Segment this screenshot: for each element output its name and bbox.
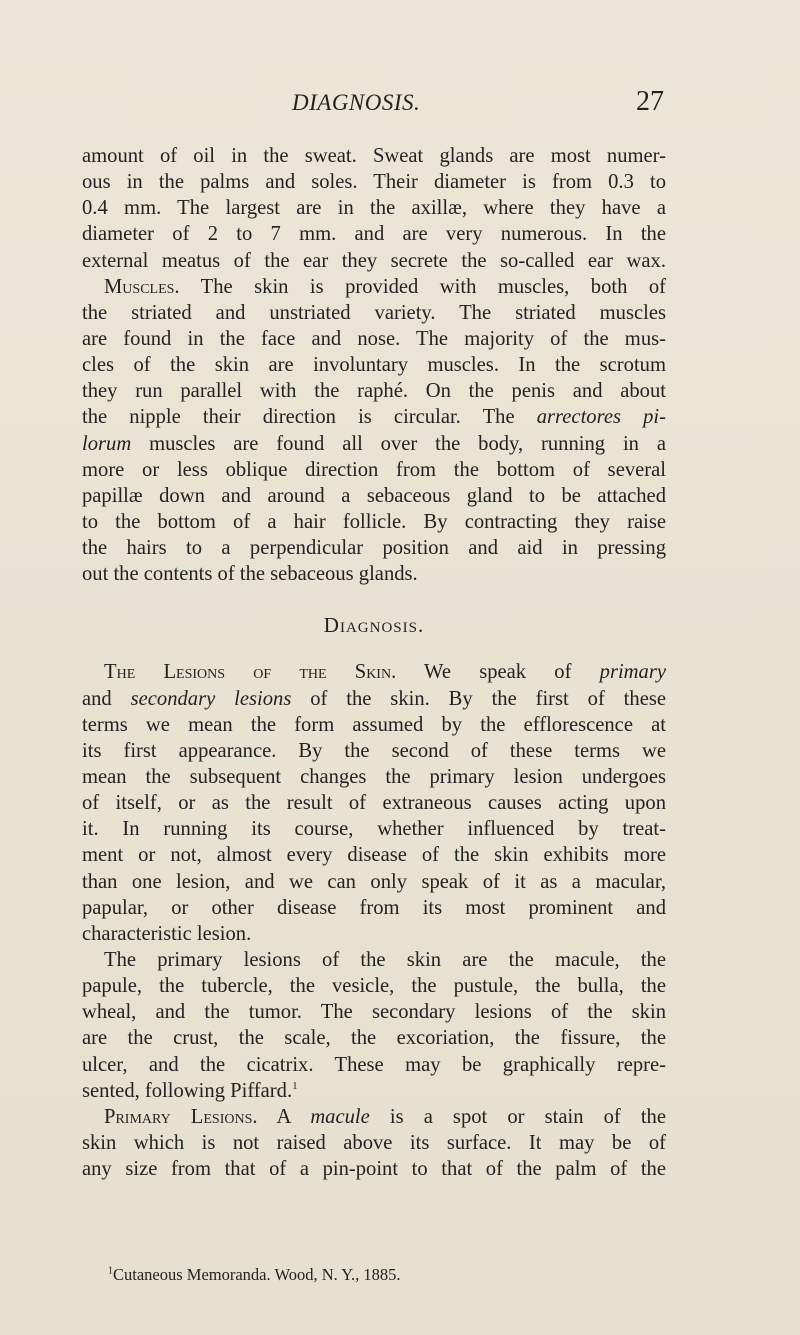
spacer: [82, 587, 666, 611]
text-line: are the crust, the scale, the excoriation, the fissure, the: [82, 1027, 666, 1050]
text-line: mean the subsequent changes the primary lesion undergoes: [82, 765, 666, 788]
page-header: [82, 86, 666, 120]
paragraph-start: [82, 1104, 666, 1130]
text-line: its first appearance. By the second of these terms we: [82, 739, 666, 762]
text-run: the nipple their direction is circular. The: [82, 406, 537, 429]
italic-term: arrectores pi-: [536, 406, 667, 429]
spacer: [82, 639, 666, 659]
paragraph-start: [82, 659, 666, 685]
italic-term: lorum: [82, 432, 132, 455]
text-line: diameter of 2 to 7 mm. and are very numerous. In the: [82, 223, 666, 246]
text-line: out the contents of the sebaceous glands.: [82, 563, 418, 586]
text-line: ulcer, and the cicatrix. These may be graphically repre-: [82, 1053, 666, 1076]
text-run: is a spot or stain of the: [369, 1105, 666, 1128]
text-run: sented, following Piffard.: [82, 1079, 293, 1102]
text-line: terms we mean the form assumed by the efflorescence at: [82, 713, 666, 736]
section-heading: Diagnosis.: [323, 613, 425, 638]
run-in-heading-muscles: Muscles.: [104, 275, 180, 298]
footnote-mark: 1: [108, 1265, 113, 1277]
text-line: 0.4 mm. The largest are in the axillæ, where they have a: [82, 197, 666, 220]
text-line: [82, 686, 666, 712]
text-line: papillæ down and around a sebaceous gland to be attached: [82, 484, 666, 507]
text-line: wheal, and the tumor. The secondary lesions of the skin: [82, 1001, 666, 1024]
text-run: A: [257, 1105, 311, 1128]
text-line: more or less oblique direction from the bottom of several: [82, 458, 666, 481]
text-run: muscles are found all over the body, running in a: [131, 432, 666, 455]
text-line: papular, or other disease from its most prominent and: [82, 896, 666, 919]
italic-term: secondary lesions: [130, 687, 292, 710]
text-run: We speak of: [396, 661, 600, 684]
text-line: papule, the tubercle, the vesicle, the pustule, the bulla, the: [82, 975, 666, 998]
paragraph-start: [82, 274, 666, 300]
text-line: amount of oil in the sweat. Sweat glands are most numer-: [82, 145, 666, 167]
text-line: the striated and unstriated variety. The striated muscles: [82, 301, 666, 324]
text-line: ous in the palms and soles. Their diameter is from 0.3 to: [82, 171, 666, 194]
text-line: it. In running its course, whether influenced by treat-: [82, 818, 666, 841]
page-number: 27: [636, 86, 664, 117]
run-in-heading-primary-lesions: Primary Lesions.: [104, 1105, 258, 1128]
text-line: they run parallel with the raphé. On the penis and about: [82, 380, 666, 403]
text-line: external meatus of the ear they secrete the so-called ear wax.: [82, 249, 666, 272]
footnote: [108, 1265, 401, 1285]
text-line: the hairs to a perpendicular position and aid in pressing: [82, 537, 666, 560]
text-line: cles of the skin are involuntary muscles. In the scrotum: [82, 354, 666, 377]
text-line: characteristic lesion.: [82, 922, 252, 945]
running-head: DIAGNOSIS.: [292, 90, 421, 115]
text-run: and: [82, 687, 131, 710]
text-line: [82, 1078, 666, 1104]
text-line: [82, 431, 666, 457]
body-text: [82, 143, 666, 1182]
text-run: of the skin. By the first of these: [291, 687, 666, 710]
text-line: to the bottom of a hair follicle. By contracting they raise: [82, 510, 666, 533]
footnote-text: Cutaneous Memoranda. Wood, N. Y., 1885.: [113, 1265, 401, 1284]
footnote-reference[interactable]: 1: [292, 1079, 298, 1092]
text-line: of itself, or as the result of extraneous causes acting upon: [82, 792, 666, 815]
text-run: The skin is provided with muscles, both of: [179, 275, 666, 298]
text-line: are found in the face and nose. The majority of the mus-: [82, 327, 666, 350]
italic-term: primary: [599, 661, 666, 684]
paragraph-start: The primary lesions of the skin are the macule, the: [104, 948, 666, 971]
text-line: ment or not, almost every disease of the skin exhibits more: [82, 844, 666, 867]
run-in-heading-lesions: The Lesions of the Skin.: [104, 661, 397, 684]
text-line: skin which is not raised above its surface. It may be of: [82, 1131, 666, 1154]
text-line: any size from that of a pin-point to that of the palm of the: [82, 1158, 666, 1181]
italic-term: macule: [310, 1105, 370, 1128]
text-line: than one lesion, and we can only speak of it as a macular,: [82, 870, 666, 893]
text-line: [82, 404, 666, 430]
